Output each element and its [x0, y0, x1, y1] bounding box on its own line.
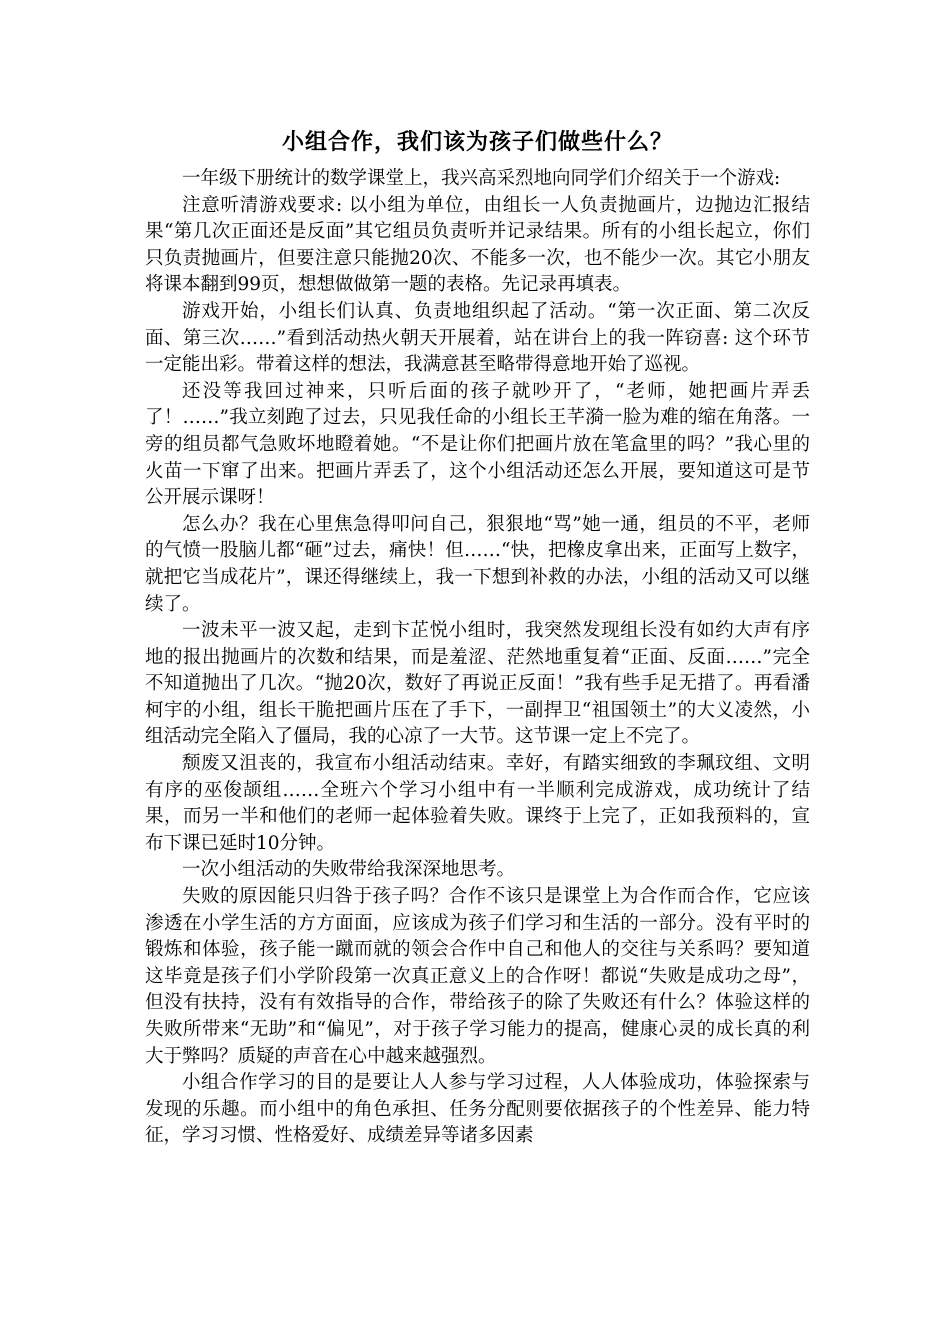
paragraph-game-rules: 注意听清游戏要求: 以小组为单位，由组长一人负责抛画片，边抛边汇报结果“第几次正面还是反面”其它组员负责听并记录结果。所有的小组长起立，你们只负责抛画片，但要注意只能抛20次、不能多一次，也不能少一次。其它小朋友将课本翻到99页，想想做做第一题的表格。先记录再填表。: [145, 194, 810, 296]
document-title: 小组合作，我们该为孩子们做些什么？: [281, 130, 673, 155]
paragraph-activity-end: 颓废又沮丧的，我宣布小组活动结束。幸好，有踏实细致的李珮玟组、文明有序的巫俊颉组……全班六个学习小组中有一半顺利完成游戏，成功统计了结果，而另一半和他们的老师一起体验着失败。课终于上完了，正如我预料的，宣布下课已延时10分钟。: [145, 753, 810, 854]
paragraph-deadlock: 一波未平一波又起，走到卞芷悦小组时，我突然发现组长没有如约大声有序地的报出抛画片的次数和结果，而是羞涩、茫然地重复着“正面、反面……”完全不知道抛出了几次。“抛20次，数好了再说正反面！”我有些手足无措了。再看潘柯宇的小组，组长干脆把画片压在了手下，一副捍卫“祖国领土”的大义凌然，小组活动完全陷入了僵局，我的心凉了一大节。这节课一定上不完了。: [145, 620, 810, 748]
paragraph-lost-card: 还没等我回过神来，只听后面的孩子就吵开了，“老师，她把画片弄丢了！……”我立刻跑了过去，只见我任命的小组长王芊漪一脸为难的缩在角落。一旁的组员都气急败坏地瞪着她。“不是让你们把画片放在笔盒里的吗？”我心里的火苗一下窜了出来。把画片弄丢了，这个小组活动还怎么开展，要知道这可是节公开展示课呀！: [145, 380, 810, 509]
document-page: [145, 128, 810, 1150]
paragraph-intro: 一年级下册统计的数学课堂上，我兴高采烈地向同学们介绍关于一个游戏:: [182, 168, 781, 189]
paragraph-purpose: 小组合作学习的目的是要让人人参与学习过程，人人体验成功，体验探索与发现的乐趣。而小组中的角色承担、任务分配则要依据孩子的个性差异、能力特征，学习习惯、性格爱好、成绩差异等诸多因素: [145, 1072, 810, 1147]
paragraph-reflection: 一次小组活动的失败带给我深深地思考。: [182, 859, 516, 881]
paragraph-analysis: 失败的原因能只归咎于孩子吗？合作不该只是课堂上为合作而合作，它应该渗透在小学生活的方方面面，应该成为孩子们学习和生活的一部分。没有平时的锻炼和体验，孩子能一蹴而就的领会合作中自己和他人的交往与关系吗？要知道这毕竟是孩子们小学阶段第一次真正意义上的合作呀！都说“失败是成功之母”，但没有扶持，没有有效指导的合作，带给孩子的除了失败还有什么？体验这样的失败所带来“无助”和“偏见”，对于孩子学习能力的提高，健康心灵的成长真的利大于弊吗？质疑的声音在心中越来越强烈。: [145, 886, 810, 1067]
paragraph-remedy: 怎么办？我在心里焦急得叩问自己，狠狠地“骂”她一通，组员的不平，老师的气愤一股脑儿都“砸”过去，痛快！但……“快，把橡皮拿出来，正面写上数字，就把它当成花片”，课还得继续上，我一下想到补救的办法，小组的活动又可以继续了。: [145, 513, 810, 615]
paragraph-game-start: 游戏开始，小组长们认真、负责地组织起了活动。“第一次正面、第二次反面、第三次……”看到活动热火朝天开展着，站在讲台上的我一阵窃喜: 这个环节一定能出彩。带着这样的想法，我满意甚至略带得意地开始了巡视。: [145, 300, 810, 376]
